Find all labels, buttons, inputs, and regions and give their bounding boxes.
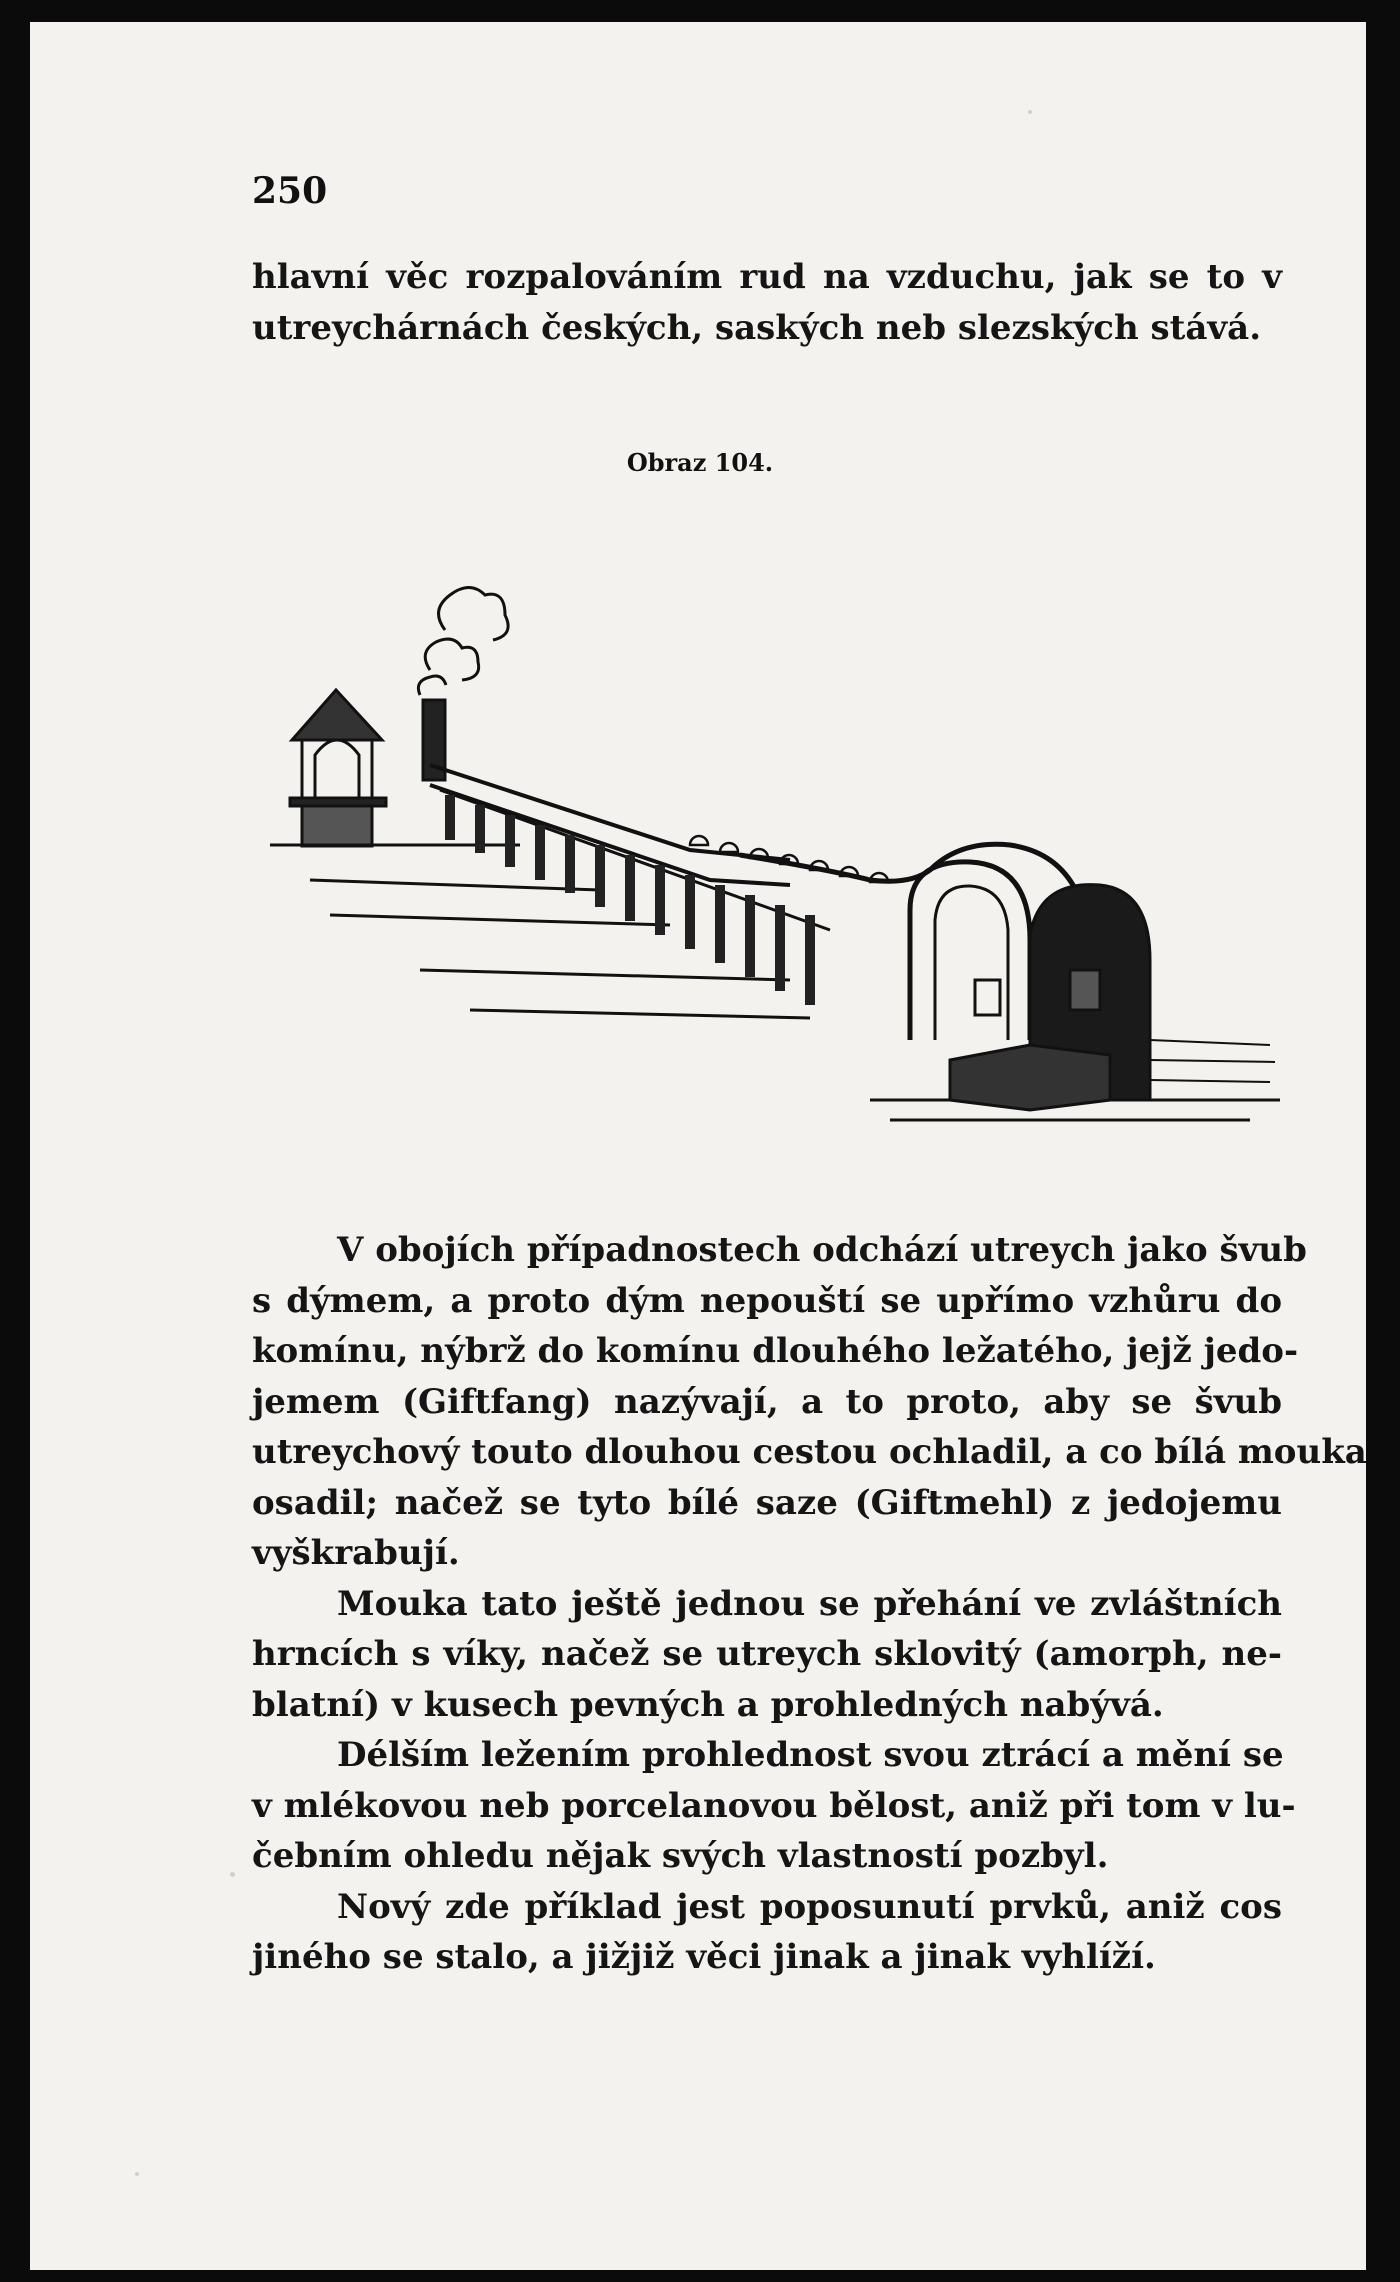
text-line: blatní) v kusech pevných a prohledných nabývá. <box>252 1684 1164 1725</box>
text-line: vyškrabují. <box>252 1533 460 1573</box>
text-line: utreychárnách českých, saských neb slezských stává. <box>252 307 1262 348</box>
text-line: komínu, nýbrž do komínu dlouhého ležatého, jejž jedo- <box>252 1331 1299 1371</box>
text-line: utreychový touto dlouhou cestou ochladil, a co bílá mouka <box>252 1432 1367 1472</box>
furnace-illustration <box>270 540 1280 1150</box>
text-line: V obojích případnostech odchází utreych jako švub <box>337 1230 1307 1270</box>
page-number: 250 <box>252 170 328 212</box>
text-line: Mouka tato ještě jednou se přehání ve zvláštních <box>337 1583 1282 1624</box>
text-line: čebním ohledu nějak svých vlastností pozbyl. <box>252 1836 1109 1876</box>
paper-speck <box>135 2172 139 2176</box>
text-line: hrncích s víky, načež se utreych sklovitý (amorph, ne- <box>252 1634 1282 1674</box>
text-line: jemem (Giftfang) nazývají, a to proto, aby se švub <box>252 1381 1282 1422</box>
paragraph-top <box>252 252 1282 353</box>
paragraph-main <box>252 1225 1367 1983</box>
text-line: jiného se stalo, a jižjiž věci jinak a jinak vyhlíží. <box>252 1937 1156 1977</box>
paper-speck <box>1028 110 1032 114</box>
figure-caption: Obraz 104. <box>626 448 774 477</box>
paper-speck <box>230 1872 235 1877</box>
text-line: Délším ležením prohlednost svou ztrácí a mění se <box>337 1735 1284 1775</box>
text-line: osadil; načež se tyto bílé saze (Giftmehl) z jedojemu <box>252 1482 1282 1523</box>
text-line: Nový zde příklad jest poposunutí prvků, aniž cos <box>337 1886 1282 1927</box>
text-line: s dýmem, a proto dým nepouští se upřímo vzhůru do <box>252 1280 1282 1321</box>
text-line: v mlékovou neb porcelanovou bělost, aniž při tom v lu- <box>252 1785 1296 1826</box>
text-line: hlavní věc rozpalováním rud na vzduchu, jak se to v <box>252 257 1282 297</box>
